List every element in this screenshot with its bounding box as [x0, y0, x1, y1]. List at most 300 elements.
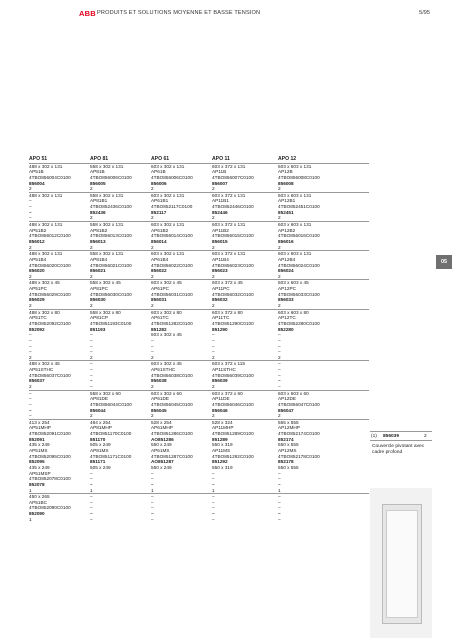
table-cell: 856006 [151, 180, 167, 186]
table-cell: 2 [151, 303, 154, 309]
table-cell: AO851287 [151, 459, 174, 465]
table-cell: 4TBO852174C0100 [278, 431, 320, 437]
table-cell: – [29, 349, 32, 355]
table-cell: 603 x 603 x 131 [278, 251, 312, 257]
table-cell: – [151, 505, 154, 511]
table-cell: AP11TC [212, 315, 230, 321]
table-cell: 1 [29, 516, 32, 522]
table-cell: 4TBO856029C0100 [29, 291, 71, 297]
table-cell: – [212, 343, 215, 349]
table-cell: AP11B1 [212, 198, 229, 204]
table-cell: 851289 [212, 436, 228, 442]
table-cell: AP61PC [151, 286, 169, 292]
side-panel [370, 431, 432, 638]
table-cell: 603 x 372 x 80 [212, 309, 243, 315]
side-ref-code: 856039 [383, 433, 400, 439]
table-cell: 603 x 302 x 45 [151, 332, 182, 338]
table-cell: 435 x 249 [29, 442, 50, 448]
table-cell: 2 [151, 186, 154, 192]
table-row [29, 493, 369, 500]
table-cell: – [29, 413, 32, 419]
table-cell: AP12MHP [278, 425, 300, 431]
table-row [29, 279, 369, 286]
table-cell: 851171 [90, 459, 106, 465]
table-cell: AP61STHC [151, 367, 176, 373]
side-ref-row [370, 431, 432, 441]
table-row [29, 163, 369, 170]
table-cell: AP11STHC [212, 367, 236, 373]
table-cell: 852078 [29, 481, 45, 487]
table-cell: 4TBO856014C0100 [151, 233, 193, 239]
table-cell: 2 [90, 273, 93, 279]
table-cell: AP61B [151, 169, 166, 175]
table-cell: 4TBO856020C0100 [29, 262, 71, 268]
table-cell: 856014 [151, 238, 167, 244]
table-cell: 856039 [212, 378, 228, 384]
table-cell: AP51B4 [29, 256, 47, 262]
table-cell: – [212, 332, 215, 338]
table-cell: AP81PC [90, 286, 108, 292]
table-cell: AP11MS [212, 448, 231, 454]
table-cell: 4TBO856037C0100 [29, 372, 71, 378]
table-cell: – [278, 372, 281, 378]
table-cell: – [29, 390, 32, 396]
table-cell: 558 x 302 x 60 [90, 390, 121, 396]
table-cell: 852178 [278, 459, 294, 465]
table-cell: 4TBO852436C0100 [90, 204, 132, 210]
table-cell: AP81B [90, 169, 105, 175]
table-cell: – [29, 401, 32, 407]
column-header: APO 12 [278, 156, 297, 162]
table-cell: – [90, 378, 93, 384]
table-cell: AP51MHP [29, 425, 51, 431]
table-cell: – [212, 505, 215, 511]
table-cell: 2 [278, 215, 281, 221]
table-cell: 856005 [90, 180, 106, 186]
table-cell: 550 x 249 [151, 464, 172, 470]
table-cell: 851290 [212, 326, 228, 332]
table-cell: 2 [90, 186, 93, 192]
table-cell: 852280 [278, 326, 294, 332]
table-cell: 856047 [278, 407, 294, 413]
table-cell: AP12DE [278, 396, 296, 402]
table-cell: 852091 [29, 436, 45, 442]
table-cell: 856022 [151, 268, 167, 274]
table-cell: AP81B2 [90, 227, 108, 233]
table-cell: 2 [212, 186, 215, 192]
table-cell: 2 [212, 383, 215, 389]
table-cell: – [212, 494, 215, 500]
table-cell: – [151, 343, 154, 349]
table-cell: 2 [212, 215, 215, 221]
column-header: APO 11 [212, 156, 230, 162]
table-cell: – [212, 349, 215, 355]
table-cell: 4TBO852451C0100 [278, 204, 320, 210]
table-cell: AP81CP [90, 315, 108, 321]
table-cell: 856021 [90, 268, 106, 274]
table-cell: 4TBO856013C0100 [90, 233, 132, 239]
table-cell: 856046 [212, 407, 228, 413]
table-cell: 856008 [278, 180, 294, 186]
table-cell: AP61B1 [151, 198, 169, 204]
table-cell: 4TBO856016C0100 [278, 233, 320, 239]
table-cell: 2 [29, 354, 32, 360]
table-cell: 2 [278, 354, 281, 360]
table-cell: AP51TC [29, 315, 47, 321]
table-cell: – [151, 476, 154, 482]
table-cell: – [151, 516, 154, 522]
table-cell: AP12B1 [278, 198, 296, 204]
table-cell: 4TBO856045C0100 [151, 401, 193, 407]
table-cell: 2 [212, 413, 215, 419]
table-cell: – [29, 198, 32, 204]
table-cell: 550 x 319 [212, 442, 233, 448]
table-cell: – [29, 332, 32, 338]
table-cell: AP12B2 [278, 227, 296, 233]
table-cell: 4TBO852117C0100 [151, 204, 193, 210]
table-cell: – [278, 367, 281, 373]
table-cell: 603 x 603 x 60 [278, 390, 309, 396]
table-cell: 1 [29, 487, 32, 493]
table-cell: AP12PC [278, 286, 296, 292]
table-cell: – [151, 499, 154, 505]
table-cell: 550 x 319 [212, 464, 233, 470]
table-cell: – [151, 494, 154, 500]
table-cell: – [278, 332, 281, 338]
table-cell: 528 x 254 [151, 419, 172, 425]
table-cell: 4TBO856047C0100 [278, 401, 320, 407]
table-cell: 4TBO852095C0100 [29, 453, 71, 459]
table-cell: 555 x 555 [278, 419, 299, 425]
table-cell: 4TBO851193C0100 [90, 320, 132, 326]
table-cell: 603 x 302 x 131 [151, 192, 185, 198]
table-cell: AP11PC [212, 286, 230, 292]
table-cell: 558 x 302 x 45 [90, 280, 121, 286]
table-cell: 856038 [151, 378, 167, 384]
table-cell: 4TBO856008C0100 [278, 174, 320, 180]
table-cell: 856020 [29, 268, 45, 274]
table-cell: 2 [212, 273, 215, 279]
table-cell: 4TBO856004C0100 [29, 174, 71, 180]
table-cell: – [278, 511, 281, 517]
table-cell: 603 x 372 x 131 [212, 222, 246, 228]
table-cell: 2 [90, 303, 93, 309]
table-cell: 603 x 603 x 131 [278, 192, 312, 198]
table-cell: 851282 [151, 326, 167, 332]
table-cell: 2 [151, 354, 154, 360]
table-cell: 505 x 249 [90, 442, 111, 448]
enclosure-frame-shape [386, 510, 418, 618]
table-cell: 2 [212, 354, 215, 360]
table-cell: 4TBO852446C0100 [212, 204, 254, 210]
table-cell: 550 x 555 [278, 464, 299, 470]
table-cell: 4TBO856024C0100 [278, 262, 320, 268]
table-cell: 505 x 249 [90, 464, 111, 470]
table-row [29, 309, 369, 316]
column-header: APO 61 [151, 156, 170, 162]
table-cell: AP51B [29, 169, 44, 175]
section-tab[interactable]: 05 [436, 255, 452, 269]
table-cell: 2 [90, 244, 93, 250]
table-cell: – [151, 349, 154, 355]
table-cell: 4TBO851287C0100 [151, 453, 193, 459]
table-cell: 2 [151, 413, 154, 419]
table-cell: AP61B4 [151, 256, 169, 262]
table-cell: AP61B2 [151, 227, 169, 233]
table-cell: 603 x 302 x 131 [151, 251, 185, 257]
table-cell: 488 x 302 x 131 [29, 192, 63, 198]
table-cell: AP11B2 [212, 227, 229, 233]
table-cell: 603 x 302 x 131 [151, 222, 185, 228]
table-cell: 851193 [90, 326, 106, 332]
table-cell: AP81B4 [90, 256, 108, 262]
table-cell: 2 [29, 273, 32, 279]
table-cell: 550 x 249 [151, 442, 172, 448]
table-cell: 4TBO852280C0100 [278, 320, 320, 326]
table-cell: 2 [90, 354, 93, 360]
table-cell: 856024 [278, 268, 294, 274]
table-cell: – [90, 367, 93, 373]
table-row [29, 192, 369, 199]
table-cell: – [278, 337, 281, 343]
abb-logo: ABB [79, 9, 96, 18]
table-cell: 2 [29, 244, 32, 250]
table-cell: 851170 [90, 436, 106, 442]
table-cell: 4TBO856030C0100 [90, 291, 132, 297]
table-cell: AP11MHP [212, 425, 234, 431]
table-cell: – [90, 481, 93, 487]
table-cell: AP11B4 [212, 256, 229, 262]
table-cell: AP51STHC [29, 367, 54, 373]
table-cell: 558 x 302 x 131 [90, 222, 124, 228]
table-cell: 450 x 265 [29, 494, 50, 500]
table-cell: – [90, 499, 93, 505]
table-cell: 603 x 302 x 45 [151, 280, 182, 286]
page-header [0, 9, 452, 21]
table-cell: – [212, 481, 215, 487]
table-cell: 852446 [212, 209, 228, 215]
table-cell: 852092 [29, 326, 45, 332]
table-cell: 603 x 302 x 80 [151, 309, 182, 315]
table-cell: – [29, 396, 32, 402]
table-cell: AP11B [212, 169, 227, 175]
table-cell: 603 x 372 x 115 [212, 361, 246, 367]
table-cell: 4TBO851282C0100 [151, 320, 193, 326]
table-row [29, 360, 369, 367]
table-cell: – [278, 476, 281, 482]
table-cell: – [29, 407, 32, 413]
table-cell: 852174 [278, 436, 294, 442]
table-cell: 2 [151, 383, 154, 389]
table-cell: 4TBO851290C0100 [212, 320, 254, 326]
table-cell: 558 x 302 x 131 [90, 163, 124, 169]
table-cell: – [278, 470, 281, 476]
table-cell: – [212, 511, 215, 517]
table-cell: 856023 [212, 268, 228, 274]
table-cell: 2 [151, 244, 154, 250]
table-cell: – [90, 516, 93, 522]
table-row [29, 517, 369, 523]
table-cell: – [151, 511, 154, 517]
table-cell: – [151, 470, 154, 476]
table-cell: 484 x 254 [90, 419, 111, 425]
table-cell: – [90, 476, 93, 482]
table-cell: 488 x 302 x 131 [29, 222, 63, 228]
table-cell: – [278, 505, 281, 511]
table-cell: – [212, 476, 215, 482]
table-cell: 4TBO851170C0100 [90, 431, 132, 437]
product-image [370, 488, 432, 638]
table-cell: 2 [278, 273, 281, 279]
table-cell: – [278, 516, 281, 522]
table-cell: – [278, 481, 281, 487]
table-cell: AP81DE [90, 396, 108, 402]
table-cell: – [212, 499, 215, 505]
table-cell: 856007 [212, 180, 228, 186]
table-cell: 4TBO851289C0100 [212, 431, 254, 437]
table-cell: AO851286 [151, 436, 174, 442]
table-cell: – [90, 505, 93, 511]
table-cell: – [212, 337, 215, 343]
table-cell: AP51B2 [29, 227, 47, 233]
table-cell: 4TBO856044C0100 [90, 401, 132, 407]
table-cell: 558 x 302 x 80 [90, 309, 121, 315]
table-cell: 1 [212, 487, 215, 493]
table-cell: 852090 [29, 511, 45, 517]
table-cell: – [29, 337, 32, 343]
table-cell: 603 x 302 x 131 [151, 163, 185, 169]
table-cell: 856004 [29, 180, 45, 186]
table-cell: – [90, 361, 93, 367]
table-cell: 413 x 254 [29, 419, 50, 425]
table-cell: 603 x 603 x 131 [278, 222, 312, 228]
table-cell: – [278, 499, 281, 505]
table-cell: AP51BC [29, 499, 47, 505]
table-cell: 2 [151, 273, 154, 279]
table-cell: 4TBO856031C0100 [151, 291, 193, 297]
table-cell: 856037 [29, 378, 45, 384]
table-cell: – [29, 215, 32, 221]
table-cell: AP12MS [278, 448, 297, 454]
table-cell: 4TBO851292C0100 [212, 453, 254, 459]
table-cell: 603 x 302 x 45 [151, 361, 182, 367]
table-cell: 851292 [212, 459, 228, 465]
table-cell: – [212, 516, 215, 522]
table-cell: 1 [90, 487, 93, 493]
table-cell: 852095 [29, 459, 45, 465]
table-cell: 603 x 603 x 80 [278, 309, 309, 315]
table-cell: 852117 [151, 209, 167, 215]
table-cell: 435 x 249 [29, 464, 50, 470]
table-cell: 4TBO856006C0100 [151, 174, 193, 180]
table-row [29, 419, 369, 426]
table-cell: – [278, 378, 281, 384]
table-cell: 2 [29, 383, 32, 389]
table-cell: 2 [278, 413, 281, 419]
table-cell: 856033 [278, 297, 294, 303]
table-cell: – [90, 332, 93, 338]
table-cell: 603 x 603 x 45 [278, 280, 309, 286]
table-cell: – [90, 383, 93, 389]
table-cell: AP61MHP [151, 425, 173, 431]
table-cell: 4TBO856046C0100 [212, 401, 254, 407]
table-cell: – [151, 337, 154, 343]
table-cell: AP12B4 [278, 256, 296, 262]
table-cell: 852451 [278, 209, 294, 215]
table-cell: – [29, 209, 32, 215]
table-cell: – [29, 343, 32, 349]
table-cell: 4TBO856038C0100 [151, 372, 193, 378]
table-cell: AP51PC [29, 286, 47, 292]
table-cell: 4TBO856023C0100 [212, 262, 254, 268]
table-cell: 4TBO852092C0100 [29, 320, 71, 326]
table-cell: 4TBO856007C0100 [212, 174, 254, 180]
table-cell: 2 [278, 303, 281, 309]
table-cell: AP81MS [90, 448, 109, 454]
table-cell: 4TBO856039C0100 [212, 372, 254, 378]
table-cell: 856045 [151, 407, 167, 413]
table-cell: – [90, 511, 93, 517]
table-cell: 856044 [90, 407, 106, 413]
header-title: PRODUITS ET SOLUTIONS MOYENNE ET BASSE TENSION [97, 9, 261, 16]
table-cell: – [212, 470, 215, 476]
table-cell: 2 [212, 244, 215, 250]
table-cell: 603 x 372 x 131 [212, 192, 246, 198]
table-cell: 856015 [212, 238, 228, 244]
table-cell: – [151, 481, 154, 487]
table-cell: 2 [278, 186, 281, 192]
table-cell: 2 [29, 303, 32, 309]
table-cell: – [278, 383, 281, 389]
table-cell: 603 x 372 x 60 [212, 390, 243, 396]
table-cell: 4TBO856033C0100 [278, 291, 320, 297]
table-cell: 488 x 302 x 80 [29, 309, 60, 315]
table-cell: 852436 [90, 209, 106, 215]
column-header: APO 51 [29, 156, 48, 162]
table-cell: 4TBO851286C0100 [151, 431, 193, 437]
table-cell: 2 [90, 413, 93, 419]
table-cell: 856030 [90, 297, 106, 303]
table-cell: 488 x 302 x 45 [29, 361, 60, 367]
table-cell: 603 x 302 x 60 [151, 390, 182, 396]
table-cell: 4TBO852091C0100 [29, 431, 71, 437]
table-cell: – [90, 337, 93, 343]
table-cell: 856031 [151, 297, 167, 303]
table-cell: AP61TC [151, 315, 169, 321]
table-cell: AP61MS [151, 448, 170, 454]
table-cell: AP11DE [212, 396, 230, 402]
table-cell: 2 [151, 215, 154, 221]
table-cell: 4TBO856021C0100 [90, 262, 132, 268]
table-cell: AP12B [278, 169, 293, 175]
table-cell: 4TBO852090C0100 [29, 505, 71, 511]
product-table [29, 157, 369, 522]
table-cell: – [90, 372, 93, 378]
table-cell: 2 [278, 244, 281, 250]
table-cell: 603 x 372 x 131 [212, 163, 246, 169]
table-cell: 558 x 302 x 131 [90, 251, 124, 257]
table-cell: 4TBO852078C0100 [29, 476, 71, 482]
table-cell: AP81B1 [90, 198, 108, 204]
table-cell: 4TBO856012C0100 [29, 233, 71, 239]
table-cell: 528 x 324 [212, 419, 233, 425]
table-cell: – [278, 361, 281, 367]
table-cell: 4TBO851171C0100 [90, 453, 132, 459]
table-cell: – [90, 343, 93, 349]
table-cell: AP51MSP [29, 470, 51, 476]
table-cell: 488 x 302 x 131 [29, 163, 63, 169]
table-row [29, 221, 369, 228]
